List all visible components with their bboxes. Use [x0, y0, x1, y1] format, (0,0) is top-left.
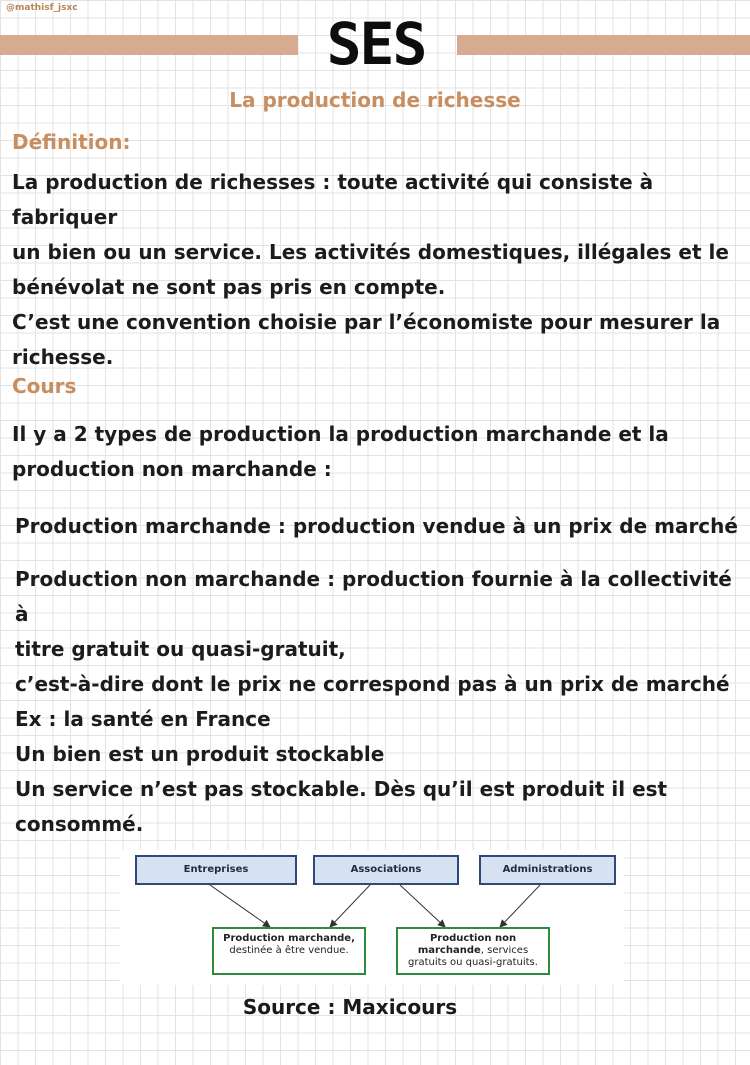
- text-line: production non marchande :: [12, 457, 332, 481]
- box-production-non-marchande: [396, 927, 550, 975]
- production-diagram: [120, 850, 624, 985]
- text-line: Ex : la santé en France: [15, 707, 271, 731]
- cours-heading: Cours: [12, 374, 77, 398]
- header-bar-left: [0, 35, 298, 55]
- text-line: titre gratuit ou quasi-gratuit,: [15, 637, 346, 661]
- box-text-rest: , services: [480, 945, 529, 956]
- marchande-definition: [15, 509, 738, 544]
- box-text-bold: marchande: [417, 945, 481, 956]
- text-line: richesse.: [12, 345, 114, 369]
- arrow-administrations-non-marchande: [500, 885, 540, 927]
- arrow-associations-marchande: [330, 885, 370, 927]
- box-text: destinée à être vendue.: [229, 945, 349, 956]
- box-entreprises: Entreprises: [135, 855, 297, 885]
- definition-heading: Définition:: [12, 130, 131, 154]
- text-line: Un service n’est pas stockable. Dès qu’il est produit il est: [15, 777, 668, 801]
- text-line: C’est une convention choisie par l’économiste pour mesurer la: [12, 310, 721, 334]
- text-line: consommé.: [15, 812, 144, 836]
- non-marchande-definition: [15, 562, 750, 842]
- text-line: Il y a 2 types de production la production marchande et la: [12, 422, 669, 446]
- arrow-associations-non-marchande: [400, 885, 445, 927]
- text-line: bénévolat ne sont pas pris en compte.: [12, 275, 446, 299]
- arrow-entreprises-marchande: [210, 885, 270, 927]
- box-associations: Associations: [313, 855, 459, 885]
- box-text: Production marchande,: [223, 933, 355, 944]
- definition-paragraph: [12, 165, 750, 375]
- text-line: c’est-à-dire dont le prix ne correspond pas à un prix de marché: [15, 672, 730, 696]
- box-production-marchande: [212, 927, 366, 975]
- page-title: SES: [326, 10, 426, 78]
- box-text: Production non: [429, 933, 517, 944]
- text-line: un bien ou un service. Les activités domestiques, illégales et le: [12, 240, 729, 264]
- box-text: gratuits ou quasi-gratuits.: [408, 957, 538, 968]
- box-administrations: Administrations: [479, 855, 616, 885]
- header-bar-right: [457, 35, 750, 55]
- source-caption: Source : Maxicours: [242, 995, 458, 1019]
- box-text: [398, 945, 548, 957]
- page-subtitle: La production de richesse: [229, 88, 521, 112]
- text-line: La production de richesses : toute activité qui consiste à fabriquer: [12, 170, 654, 229]
- author-handle: @mathisf_jsxc: [6, 3, 78, 13]
- text-line: Production non marchande : production fournie à la collectivité à: [15, 567, 732, 626]
- text-line: Un bien est un produit stockable: [15, 742, 385, 766]
- cours-intro: [12, 417, 669, 487]
- text-line: Production marchande : production vendue à un prix de marché: [15, 514, 738, 538]
